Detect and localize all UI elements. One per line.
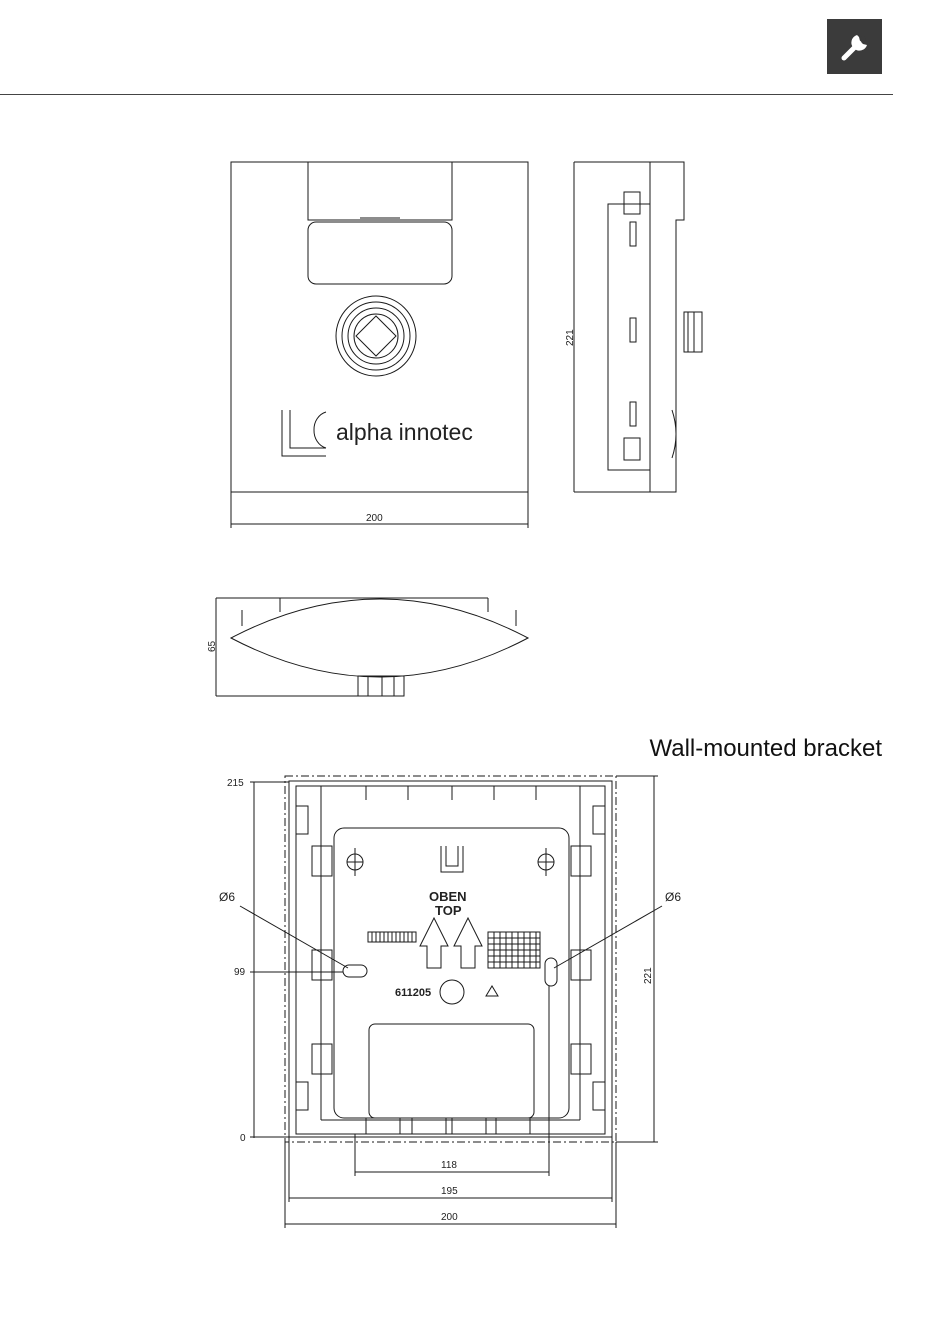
hole-left-label: Ø6 xyxy=(219,890,236,904)
top-label: TOP xyxy=(435,903,462,918)
bracket-height-dimension: 221 xyxy=(643,967,654,984)
top-view xyxy=(216,598,528,696)
oben-label: OBEN xyxy=(429,889,467,904)
front-width-dimension: 200 xyxy=(366,513,383,524)
part-number: 611205 xyxy=(395,987,432,999)
inner-width-dimension: 195 xyxy=(441,1186,458,1197)
top-depth-dimension: 65 xyxy=(207,640,218,652)
brand-text: alpha innotec xyxy=(336,419,473,445)
hole-right-label: Ø6 xyxy=(665,890,682,904)
bracket-y-mid: 99 xyxy=(234,967,246,978)
brand-logo xyxy=(282,410,326,456)
hole-spacing-dimension: 118 xyxy=(441,1160,457,1171)
front-view xyxy=(231,162,528,528)
side-view xyxy=(574,162,702,492)
side-height-dimension: 221 xyxy=(565,329,576,346)
outer-width-dimension: 200 xyxy=(441,1212,458,1223)
section-title: Wall-mounted bracket xyxy=(649,735,882,762)
bracket-y-top: 215 xyxy=(227,778,244,789)
bracket-y-bottom: 0 xyxy=(240,1133,246,1144)
